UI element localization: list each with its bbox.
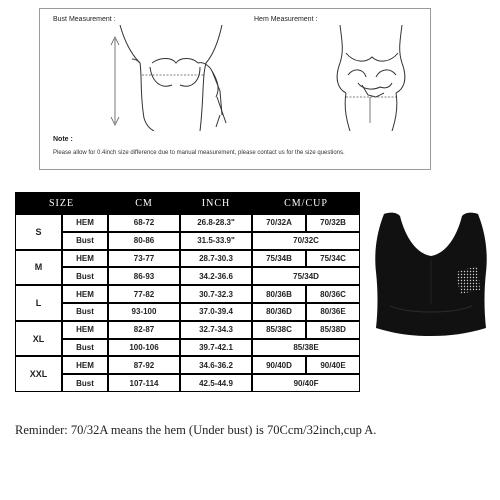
row-label: HEM (62, 214, 108, 232)
cm-cell: 73-77 (108, 250, 180, 268)
cm-cell: 107-114 (108, 374, 180, 392)
table-row (15, 339, 360, 357)
inch-cell: 34.6-36.2 (180, 356, 252, 374)
cup-cell: 75/34C (306, 250, 360, 268)
inch-cell: 26.8-28.3" (180, 214, 252, 232)
inch-cell: 31.5-33.9" (180, 232, 252, 250)
cup-cell: 70/32B (306, 214, 360, 232)
row-label: Bust (62, 303, 108, 321)
cm-cell: 93-100 (108, 303, 180, 321)
cup-cell: 70/32A (252, 214, 306, 232)
table-row (15, 303, 360, 321)
cm-cell: 86-93 (108, 267, 180, 285)
header-inch: INCH (180, 192, 252, 214)
size-name: XL (15, 321, 62, 357)
size-name: M (15, 250, 62, 286)
note-title: Note : (53, 136, 73, 143)
row-label: HEM (62, 321, 108, 339)
bust-figure-icon (80, 23, 250, 131)
cm-cell: 87-92 (108, 356, 180, 374)
inch-cell: 32.7-34.3 (180, 321, 252, 339)
inch-cell: 37.0-39.4 (180, 303, 252, 321)
sports-bra-icon (370, 210, 492, 340)
hem-measurement-label: Hem Measurement : (254, 16, 318, 23)
hem-figure-icon (310, 23, 430, 131)
cm-cell: 68-72 (108, 214, 180, 232)
inch-cell: 34.2-36.6 (180, 267, 252, 285)
size-name: L (15, 285, 62, 321)
cm-cell: 80-86 (108, 232, 180, 250)
row-label: HEM (62, 250, 108, 268)
cup-cell: 80/36B (252, 285, 306, 303)
cm-cell: 100-106 (108, 339, 180, 357)
cm-cell: 77-82 (108, 285, 180, 303)
cup-cell: 90/40D (252, 356, 306, 374)
table-row (15, 267, 360, 285)
table-row (15, 250, 360, 268)
row-label: HEM (62, 285, 108, 303)
cup-cell: 90/40E (306, 356, 360, 374)
cup-cell: 85/38C (252, 321, 306, 339)
row-label: Bust (62, 232, 108, 250)
row-label: Bust (62, 374, 108, 392)
header-cm: CM (108, 192, 180, 214)
bust-measurement-label: Bust Measurement : (53, 16, 116, 23)
cup-cell: 80/36E (306, 303, 360, 321)
cup-cell: 85/38D (306, 321, 360, 339)
inch-cell: 42.5-44.9 (180, 374, 252, 392)
cup-cell: 70/32C (252, 232, 360, 250)
table-row (15, 214, 360, 232)
inch-cell: 28.7-30.3 (180, 250, 252, 268)
note-text: Please allow for 0.4inch size difference due to manual measurement, please contact us for the size questions. (53, 150, 345, 156)
row-label: HEM (62, 356, 108, 374)
measurement-panel (39, 8, 431, 170)
cup-cell: 80/36D (252, 303, 306, 321)
reminder-text: Reminder: 70/32A means the hem (Under bust) is 70Ccm/32inch,cup A. (15, 423, 377, 437)
size-name: XXL (15, 356, 62, 392)
cup-cell: 75/34B (252, 250, 306, 268)
cup-cell: 75/34D (252, 267, 360, 285)
row-label: Bust (62, 267, 108, 285)
row-label: Bust (62, 339, 108, 357)
table-row (15, 285, 360, 303)
header-cm-cup: CM/CUP (252, 192, 360, 214)
size-name: S (15, 214, 62, 250)
size-chart-table (15, 192, 360, 392)
header-size: SIZE (15, 192, 108, 214)
cup-cell: 80/36C (306, 285, 360, 303)
table-row (15, 232, 360, 250)
cm-cell: 82-87 (108, 321, 180, 339)
table-row (15, 321, 360, 339)
table-row (15, 356, 360, 374)
inch-cell: 39.7-42.1 (180, 339, 252, 357)
table-row (15, 374, 360, 392)
cup-cell: 90/40F (252, 374, 360, 392)
inch-cell: 30.7-32.3 (180, 285, 252, 303)
cup-cell: 85/38E (252, 339, 360, 357)
table-header-row (15, 192, 360, 214)
